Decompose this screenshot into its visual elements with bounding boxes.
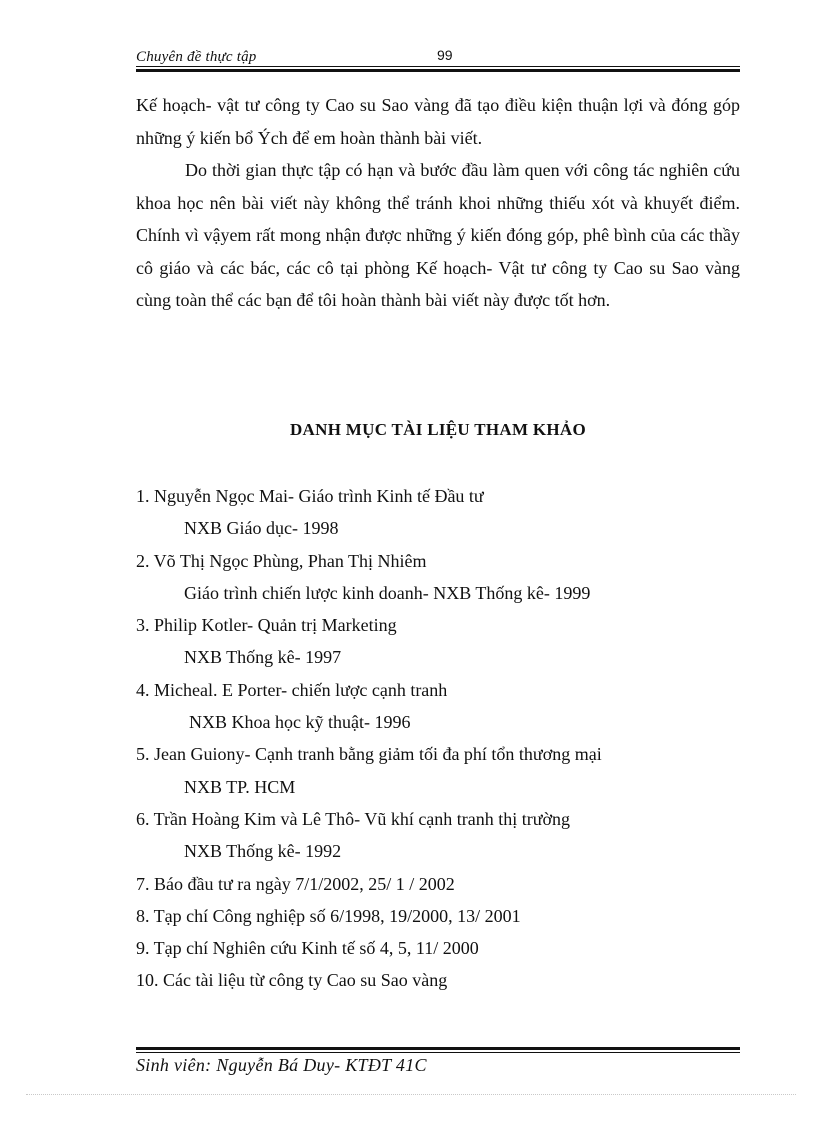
references-heading: DANH MỤC TÀI LIỆU THAM KHẢO [289, 420, 587, 439]
reference-item-5: 5. Jean Guiony- Cạnh tranh bằng giảm tối đa phí tổn thương mại [136, 744, 602, 765]
header-rule-thick [136, 69, 740, 72]
reference-item-1-publisher: NXB Giáo dục- 1998 [184, 518, 339, 539]
reference-item-3: 3. Philip Kotler- Quản trị Marketing [136, 615, 397, 636]
page-number: 99 [437, 47, 453, 63]
reference-item-6: 6. Trần Hoàng Kim và Lê Thô- Vũ khí cạnh tranh thị trường [136, 808, 571, 829]
reference-item-10: 10. Các tài liệu từ công ty Cao su Sao vàng [136, 970, 448, 991]
reference-item-5-publisher: NXB TP. HCM [184, 776, 296, 797]
footer-rule-thick [136, 1047, 740, 1050]
reference-item-3-publisher: NXB Thống kê- 1997 [184, 647, 342, 668]
reference-item-4-publisher: NXB Khoa học kỹ thuật- 1996 [189, 712, 411, 733]
paragraph-2: Do thời gian thực tập có hạn và bước đầu làm quen với công tác nghiên cứu khoa học nên bài viết này không thể tránh khoi những thiếu xót và khuyết điểm. Chính vì vậyem rất mong nhận được những ý kiến đóng góp, phê bình của các thầy cô giáo và các bác, các cô tại phòng Kế hoạch- Vật tư công ty Cao su Sao vàng cùng toàn thể các bạn để tôi hoàn thành bài viết này được tốt hơn. [136, 160, 740, 310]
page-bottom-dotted-line [26, 1094, 796, 1095]
reference-item-9: 9. Tạp chí Nghiên cứu Kinh tế số 4, 5, 11/ 2000 [136, 938, 479, 959]
footer-rule-thin [136, 1052, 740, 1053]
footer-author: Sinh viên: Nguyễn Bá Duy- KTĐT 41C [136, 1055, 427, 1075]
reference-item-4: 4. Micheal. E Porter- chiến lược cạnh tranh [136, 679, 448, 700]
paragraph-1: Kế hoạch- vật tư công ty Cao su Sao vàng đã tạo điều kiện thuận lợi và đóng góp những ý kiến bổ Ých để em hoàn thành bài viết. [136, 95, 740, 148]
reference-item-6-publisher: NXB Thống kê- 1992 [184, 841, 342, 862]
header-rule-thin [136, 66, 740, 67]
references-list [136, 480, 740, 997]
reference-item-7: 7. Báo đầu tư ra ngày 7/1/2002, 25/ 1 / 2002 [136, 873, 455, 894]
reference-item-2-publisher: Giáo trình chiến lược kinh doanh- NXB Thống kê- 1999 [184, 582, 591, 603]
reference-item-2: 2. Võ Thị Ngọc Phùng, Phan Thị Nhiêm [136, 550, 427, 571]
reference-item-1: 1. Nguyễn Ngọc Mai- Giáo trình Kinh tế Đầu tư [136, 486, 484, 506]
header-title: Chuyên đề thực tập [136, 49, 257, 65]
reference-item-8: 8. Tạp chí Công nghiệp số 6/1998, 19/2000, 13/ 2001 [136, 905, 521, 926]
